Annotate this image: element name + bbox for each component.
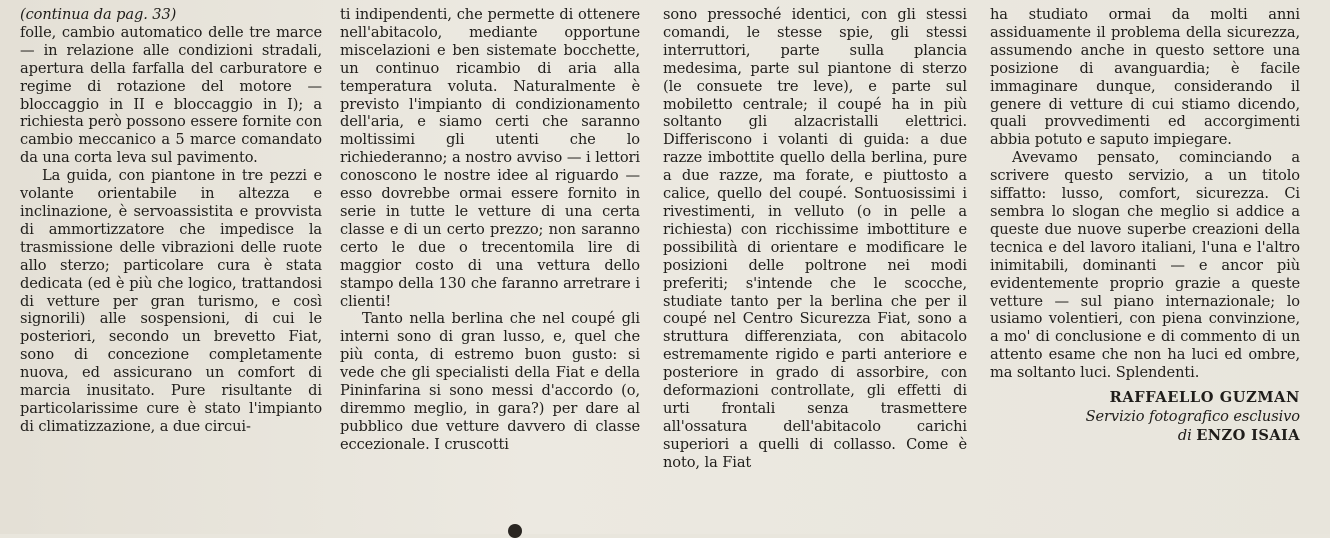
paragraph: sono pressoché identici, con gli stessi comandi, le stesse spie, gli stessi interruttori, parte sulla plancia medesima, parte sul piantone di sterzo (le consuete tre leve), e parte sul mobiletto centrale; il coupé ha in più soltanto gli alzacristalli elettrici. Differiscono i volanti di guida: a due razze imbottite quello della berlina, pure a due razze, ma forate, e piuttosto a calice, quello del coupé. Sontuosissimi i rivestimenti, in velluto (o in pelle a richiesta) con ricchissime imbottiture e possibilità di orientare e modificare le posizioni delle poltrone nei modi preferiti; s'intende che le scocche, studiate tanto per la berlina che per il coupé nel Centro Sicurezza Fiat, sono a struttura differenziata, con abitacolo estremamente rigido e parti anteriore e posteriore in grado di assorbire, con deformazioni controllate, gli effetti di urti frontali senza trasmettere all'ossatura dell'abitacolo carichi superiori a quelli di collasso. Come è noto, la Fiat — [663, 6, 967, 471]
paragraph: La guida, con piantone in tre pezzi e volante orientabile in altezza e inclinazione, è servoassistita e provvista di ammortizzatore che impedisce la trasmissione delle vibrazioni delle ruote allo sterzo; particolare cura è stata dedicata (ed è più che logico, trattandosi di vetture per gran turismo, e così signorili) alle sospensioni, di cui le posteriori, secondo un brevetto Fiat, sono di concezione completamente nuova, ed assicurano un comfort di marcia inusitato. Pure risultante di particolarissime cure è stato l'impianto di climatizzazione, a due circui- — [20, 167, 322, 435]
paragraph: ha studiato ormai da molti anni assiduamente il problema della sicurezza, assumendo anche in questo settore una posizione di avanguardia; è facile immaginare dunque, considerando il genere di vetture di cui stiamo dicendo, quali provvedimenti ed accorgimenti abbia potuto e saputo impiegare. — [990, 6, 1300, 149]
photo-credit-line: Servizio fotografico esclusivo — [1085, 408, 1300, 426]
article-column-1 — [20, 6, 322, 436]
paragraph: ti indipendenti, che permette di ottenere nell'abitacolo, mediante opportune miscelazioni e ben sistemate bocchette, un continuo ricambio di aria alla temperatura voluta. Naturalmente è previsto l'impianto di condizionamento dell'aria, e siamo certi che saranno moltissimi gli utenti che lo richiederanno; a nostro avviso — i lettori conoscono le nostre idee al riguardo — esso dovrebbe ormai essere fornito in serie in tutte le vetture di una certa classe e di un certo prezzo; non saranno certo le due o trecentomila lire di maggior costo di una vettura dello stampo della 130 che faranno arretrare i clienti! — [340, 6, 640, 310]
author-name: RAFFAELLO GUZMAN — [1109, 389, 1300, 407]
article-column-4 — [990, 6, 1300, 445]
paragraph: Avevamo pensato, cominciando a scrivere questo servizio, a un titolo siffatto: lusso, comfort, sicurezza. Ci sembra lo slogan che meglio si addice a queste due nuove superbe creazioni della tecnica e del lavoro italiani, l'una e l'altro inimitabili, dominanti — e ancor più evidentemente proprio grazie a queste vetture — sul piano internazionale; lo usiamo volentieri, con piena convinzione, a mo' di conclusione e di commento di un attento esame che non ha luci ed ombre, ma soltanto luci. Splendenti. — [990, 149, 1300, 382]
continuation-note: (continua da pag. 33) — [20, 6, 177, 23]
photographer-name: ENZO ISAIA — [1196, 427, 1300, 445]
paragraph: Tanto nella berlina che nel coupé gli interni sono di gran lusso, e, quel che più conta, di estremo buon gusto: si vede che gli specialisti della Fiat e della Pininfarina si sono messi d'accordo (o, diremmo meglio, in gara?) per dare al pubblico due vetture davvero di classe eccezionale. I cruscotti — [340, 310, 640, 453]
credit-prefix: di — [1177, 427, 1192, 445]
photo-credit — [990, 426, 1300, 445]
print-dot — [508, 524, 522, 538]
byline — [990, 388, 1300, 445]
paragraph: folle, cambio automatico delle tre marce — in relazione alle condizioni stradali, apertura della farfalla del carburatore e regime di rotazione del motore — bloccaggio in II e bloccaggio in I); a richiesta però possono essere fornite con cambio meccanico a 5 marce comandato da una corta leva sul pavimento. — [20, 23, 322, 167]
article-column-2 — [340, 6, 640, 454]
article-column-3 — [663, 6, 967, 472]
